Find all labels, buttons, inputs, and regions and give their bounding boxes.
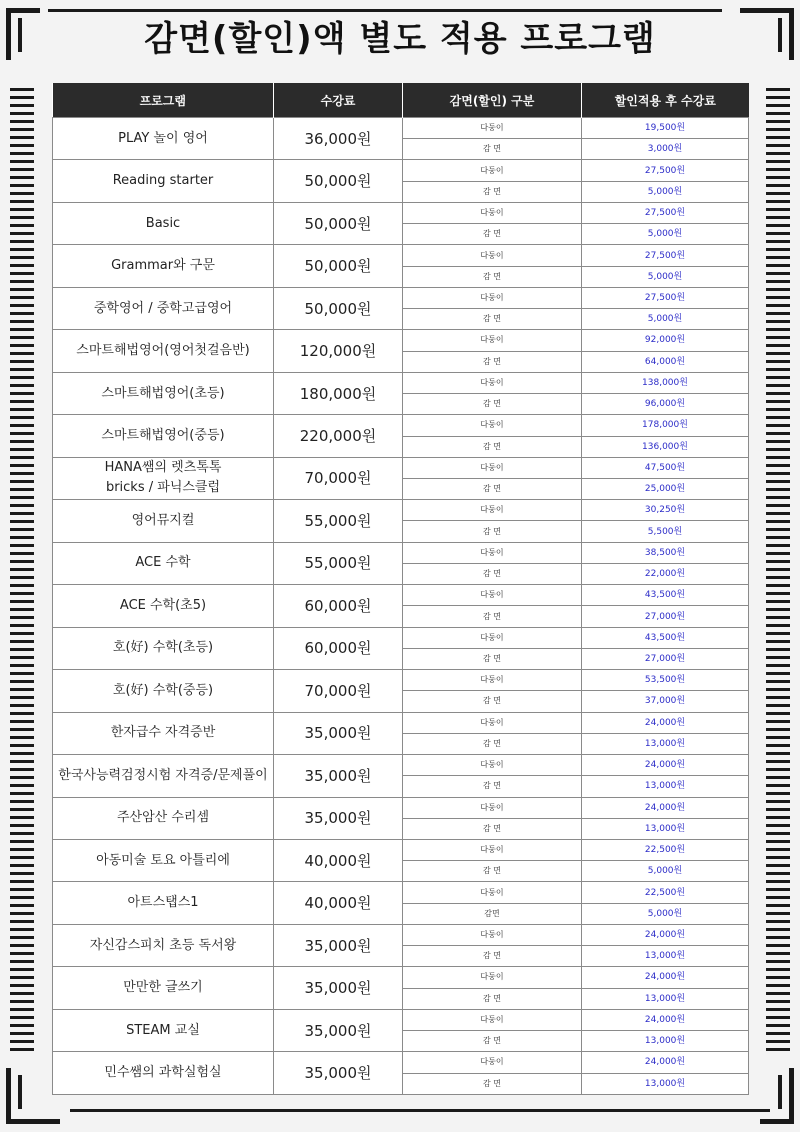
program-name [53, 839, 274, 881]
discounted-fee: 13,000원 [582, 946, 749, 967]
program-name-text: 한자급수 자격증반 [110, 725, 216, 741]
program-name-text: 영어뮤지컬 [131, 512, 195, 528]
discounted-fee: 5,000원 [582, 861, 749, 882]
discount-type: 감 면 [403, 266, 582, 287]
table-row [53, 627, 749, 648]
page-title: 감면(할인)액 별도 적용 프로그램 [144, 19, 656, 59]
program-fee: 55,000원 [274, 542, 403, 584]
discounted-fee: 27,000원 [582, 606, 749, 627]
discounted-fee: 24,000원 [582, 967, 749, 988]
program-name [53, 797, 274, 839]
discounted-fee: 24,000원 [582, 755, 749, 776]
program-name [53, 287, 274, 329]
program-fee: 40,000원 [274, 882, 403, 924]
program-fee: 70,000원 [274, 457, 403, 499]
frame-corner-bl-v [6, 1068, 11, 1124]
discount-type: 감 면 [403, 606, 582, 627]
program-fee: 50,000원 [274, 245, 403, 287]
program-fee: 35,000원 [274, 967, 403, 1009]
table-row [53, 202, 749, 223]
discounted-fee: 13,000원 [582, 1031, 749, 1052]
table-row [53, 882, 749, 903]
program-name [53, 755, 274, 797]
discount-type: 감 면 [403, 478, 582, 499]
discount-type: 다둥이 [403, 330, 582, 351]
discount-type: 감 면 [403, 139, 582, 160]
discounted-fee: 96,000원 [582, 394, 749, 415]
discounted-fee: 138,000원 [582, 372, 749, 393]
program-name [53, 415, 274, 457]
program-name-text: 만만한 글쓰기 [123, 980, 203, 996]
discount-type: 다둥이 [403, 1052, 582, 1073]
discount-type: 감 면 [403, 733, 582, 754]
discount-type: 다둥이 [403, 797, 582, 818]
discounted-fee: 53,500원 [582, 670, 749, 691]
discounted-fee: 24,000원 [582, 797, 749, 818]
table-row [53, 500, 749, 521]
program-name [53, 372, 274, 414]
discounted-fee: 27,500원 [582, 202, 749, 223]
program-fee: 36,000원 [274, 118, 403, 160]
discount-type: 다둥이 [403, 585, 582, 606]
discounted-fee: 13,000원 [582, 818, 749, 839]
discounted-fee: 5,000원 [582, 903, 749, 924]
program-name-text: Reading starter [112, 173, 214, 189]
discounted-fee: 43,500원 [582, 585, 749, 606]
program-table [52, 83, 749, 1095]
header-fee: 수강료 [274, 83, 403, 118]
table-row [53, 797, 749, 818]
program-name-text: Grammar와 구문 [111, 258, 215, 274]
discounted-fee: 27,500원 [582, 245, 749, 266]
discounted-fee: 24,000원 [582, 1009, 749, 1030]
discount-type: 감 면 [403, 351, 582, 372]
discounted-fee: 22,500원 [582, 882, 749, 903]
program-name-text: 자신감스피치 초등 독서왕 [89, 937, 237, 953]
discount-type: 감 면 [403, 181, 582, 202]
discount-type: 다둥이 [403, 287, 582, 308]
discount-type: 다둥이 [403, 202, 582, 223]
program-name-text: 아트스탭스1 [127, 895, 199, 911]
discount-type: 감 면 [403, 818, 582, 839]
discounted-fee: 19,500원 [582, 118, 749, 139]
table-row [53, 1052, 749, 1073]
discount-type: 감 면 [403, 946, 582, 967]
program-name-text: 호(好) 수학(중등) [112, 682, 214, 698]
program-name [53, 1009, 274, 1051]
program-name-text: 스마트해법영어(초등) [101, 385, 225, 401]
program-fee: 50,000원 [274, 160, 403, 202]
discount-type: 다둥이 [403, 882, 582, 903]
program-name [53, 670, 274, 712]
program-fee: 35,000원 [274, 712, 403, 754]
left-dash-border [10, 88, 34, 1056]
discounted-fee: 136,000원 [582, 436, 749, 457]
frame-corner-tl-h [6, 8, 40, 13]
discounted-fee: 22,000원 [582, 563, 749, 584]
discount-type: 다둥이 [403, 839, 582, 860]
discounted-fee: 43,500원 [582, 627, 749, 648]
table-row [53, 372, 749, 393]
frame-corner-tr-h [740, 8, 794, 13]
program-fee: 40,000원 [274, 839, 403, 881]
program-fee: 50,000원 [274, 202, 403, 244]
program-name [53, 924, 274, 966]
program-name-text: ACE 수학(초5) [119, 597, 207, 613]
program-name-text: HANA쌤의 렛츠톡톡 [104, 460, 222, 476]
program-name [53, 330, 274, 372]
program-name [53, 542, 274, 584]
discount-type: 다둥이 [403, 500, 582, 521]
table-row [53, 160, 749, 181]
frame-corner-br-inner [778, 1075, 782, 1109]
program-fee: 60,000원 [274, 627, 403, 669]
discounted-fee: 25,000원 [582, 478, 749, 499]
table-row [53, 755, 749, 776]
discount-type: 다둥이 [403, 755, 582, 776]
discounted-fee: 24,000원 [582, 1052, 749, 1073]
discount-type: 다둥이 [403, 1009, 582, 1030]
program-name-text: PLAY 놀이 영어 [118, 130, 208, 146]
table-row [53, 330, 749, 351]
header-discounted-fee: 할인적용 후 수강료 [582, 83, 749, 118]
table-row [53, 245, 749, 266]
table-row [53, 542, 749, 563]
discount-type: 다둥이 [403, 924, 582, 945]
table-row [53, 712, 749, 733]
table-row [53, 924, 749, 945]
table-row [53, 1009, 749, 1030]
program-name-text: 주산암산 수리셈 [116, 810, 210, 826]
frame-bottom-line [70, 1109, 770, 1112]
discount-type: 감 면 [403, 224, 582, 245]
discounted-fee: 47,500원 [582, 457, 749, 478]
discount-type: 다둥이 [403, 118, 582, 139]
program-fee: 35,000원 [274, 797, 403, 839]
discount-type: 다둥이 [403, 415, 582, 436]
right-dash-border [766, 88, 790, 1056]
discounted-fee: 178,000원 [582, 415, 749, 436]
program-name-text: 한국사능력검정시험 자격증/문제풀이 [58, 767, 268, 783]
discounted-fee: 5,000원 [582, 309, 749, 330]
table-header-row [53, 83, 749, 118]
discount-type: 감 면 [403, 394, 582, 415]
discounted-fee: 92,000원 [582, 330, 749, 351]
program-name-text: 민수쌤의 과학실험실 [104, 1065, 222, 1081]
discount-type: 다둥이 [403, 245, 582, 266]
discounted-fee: 22,500원 [582, 839, 749, 860]
program-name [53, 245, 274, 287]
program-name-text: 아동미술 토요 아틀리에 [96, 852, 230, 868]
discount-type: 감 면 [403, 1073, 582, 1094]
discounted-fee: 13,000원 [582, 1073, 749, 1094]
program-fee: 35,000원 [274, 1052, 403, 1095]
discounted-fee: 27,500원 [582, 287, 749, 308]
discounted-fee: 5,000원 [582, 266, 749, 287]
program-name [53, 160, 274, 202]
discounted-fee: 24,000원 [582, 712, 749, 733]
discount-type: 감 면 [403, 563, 582, 584]
discounted-fee: 64,000원 [582, 351, 749, 372]
table-row [53, 457, 749, 478]
discount-type: 감 면 [403, 776, 582, 797]
discount-type: 감 면 [403, 988, 582, 1009]
discounted-fee: 5,000원 [582, 224, 749, 245]
program-name-text: Basic [145, 215, 181, 231]
table-row [53, 585, 749, 606]
discounted-fee: 5,500원 [582, 521, 749, 542]
discount-type: 감 면 [403, 436, 582, 457]
discounted-fee: 13,000원 [582, 733, 749, 754]
program-name-text: STEAM 교실 [126, 1022, 200, 1038]
header-discount-type: 감면(할인) 구분 [403, 83, 582, 118]
program-name-text-line2: bricks / 파닉스클럽 [105, 480, 221, 496]
frame-corner-br-v [789, 1068, 794, 1124]
discounted-fee: 13,000원 [582, 988, 749, 1009]
program-fee: 55,000원 [274, 500, 403, 542]
discount-type: 감 면 [403, 691, 582, 712]
frame-corner-bl-h [6, 1119, 60, 1124]
discount-type: 다둥이 [403, 372, 582, 393]
discounted-fee: 24,000원 [582, 924, 749, 945]
program-name [53, 457, 274, 499]
table-row [53, 670, 749, 691]
program-name [53, 712, 274, 754]
program-fee: 70,000원 [274, 670, 403, 712]
discount-type: 감 면 [403, 861, 582, 882]
program-name-text: 중학영어 / 중학고급영어 [93, 300, 233, 316]
discounted-fee: 27,500원 [582, 160, 749, 181]
program-fee: 120,000원 [274, 330, 403, 372]
program-name [53, 882, 274, 924]
program-fee: 220,000원 [274, 415, 403, 457]
program-name [53, 202, 274, 244]
program-fee: 35,000원 [274, 924, 403, 966]
program-fee: 60,000원 [274, 585, 403, 627]
frame-corner-bl-inner [18, 1075, 22, 1109]
table-body [53, 118, 749, 1095]
program-name [53, 967, 274, 1009]
discounted-fee: 38,500원 [582, 542, 749, 563]
table-row [53, 415, 749, 436]
discount-type: 다둥이 [403, 627, 582, 648]
discount-type: 감 면 [403, 309, 582, 330]
discount-type: 감 면 [403, 648, 582, 669]
discount-type: 다둥이 [403, 160, 582, 181]
discount-type: 감 면 [403, 521, 582, 542]
program-name-text: 호(好) 수학(초등) [112, 640, 214, 656]
program-fee: 35,000원 [274, 1009, 403, 1051]
discount-type: 다둥이 [403, 542, 582, 563]
header-program: 프로그램 [53, 83, 274, 118]
table-row [53, 967, 749, 988]
discounted-fee: 30,250원 [582, 500, 749, 521]
discounted-fee: 27,000원 [582, 648, 749, 669]
program-fee: 180,000원 [274, 372, 403, 414]
table-row [53, 118, 749, 139]
discounted-fee: 37,000원 [582, 691, 749, 712]
discounted-fee: 13,000원 [582, 776, 749, 797]
program-name [53, 627, 274, 669]
frame-top-line [48, 9, 722, 12]
discounted-fee: 3,000원 [582, 139, 749, 160]
program-name-text: 스마트해법영어(영어첫걸음반) [76, 343, 250, 359]
program-name-text: 스마트해법영어(중등) [101, 428, 225, 444]
program-fee: 50,000원 [274, 287, 403, 329]
discount-type: 다둥이 [403, 670, 582, 691]
program-name [53, 500, 274, 542]
table-row [53, 839, 749, 860]
program-name [53, 585, 274, 627]
program-name [53, 118, 274, 160]
program-fee: 35,000원 [274, 755, 403, 797]
table-row [53, 287, 749, 308]
program-name-text: ACE 수학 [135, 555, 191, 571]
discount-type: 다둥이 [403, 967, 582, 988]
discount-type: 감 면 [403, 1031, 582, 1052]
discount-type: 다둥이 [403, 712, 582, 733]
discount-type: 감면 [403, 903, 582, 924]
program-name [53, 1052, 274, 1095]
discounted-fee: 5,000원 [582, 181, 749, 202]
discount-type: 다둥이 [403, 457, 582, 478]
